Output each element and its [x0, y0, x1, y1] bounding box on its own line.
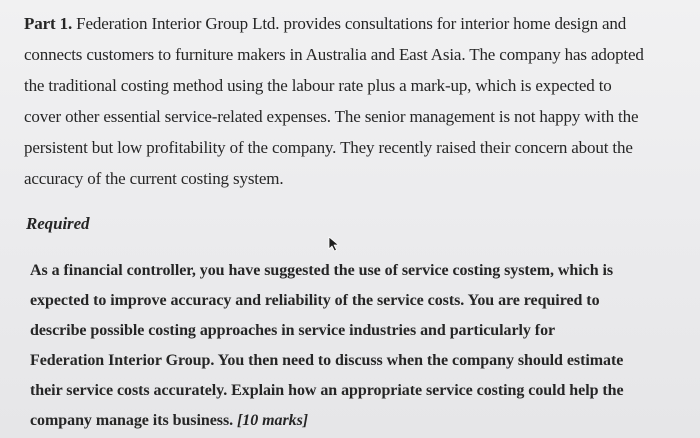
part1-line-1	[24, 8, 692, 39]
part1-line-6: accuracy of the current costing system.	[24, 169, 284, 188]
part1-line-4: cover other essential service-related expenses. The senior management is not happy with the	[24, 107, 639, 126]
part1-line-2: connects customers to furniture makers in Australia and East Asia. The company has adopted	[24, 45, 644, 64]
marks-label: [10 marks]	[237, 412, 309, 429]
task-line-5: their service costs accurately. Explain how an appropriate service costing could help the	[30, 382, 624, 399]
task-line-6-text: company manage its business.	[30, 412, 238, 429]
task-line-6	[30, 406, 690, 436]
task-line-4: Federation Interior Group. You then need to discuss when the company should estimate	[30, 352, 624, 369]
mouse-pointer-icon	[328, 236, 342, 252]
required-heading: Required	[26, 214, 90, 233]
task-paragraph	[30, 256, 690, 436]
part1-line-1-text: Federation Interior Group Ltd. provides consultations for interior home design and	[72, 14, 627, 33]
part1-line-3: the traditional costing method using the labour rate plus a mark-up, which is expected to	[24, 76, 612, 95]
task-line-1: As a financial controller, you have suggested the use of service costing system, which is	[30, 262, 614, 279]
part1-paragraph	[24, 8, 692, 194]
part1-label: Part 1.	[24, 14, 73, 33]
task-line-2: expected to improve accuracy and reliability of the service costs. You are required to	[30, 292, 600, 309]
task-line-3: describe possible costing approaches in service industries and particularly for	[30, 322, 556, 339]
part1-line-5: persistent but low profitability of the company. They recently raised their concern about the	[24, 138, 633, 157]
